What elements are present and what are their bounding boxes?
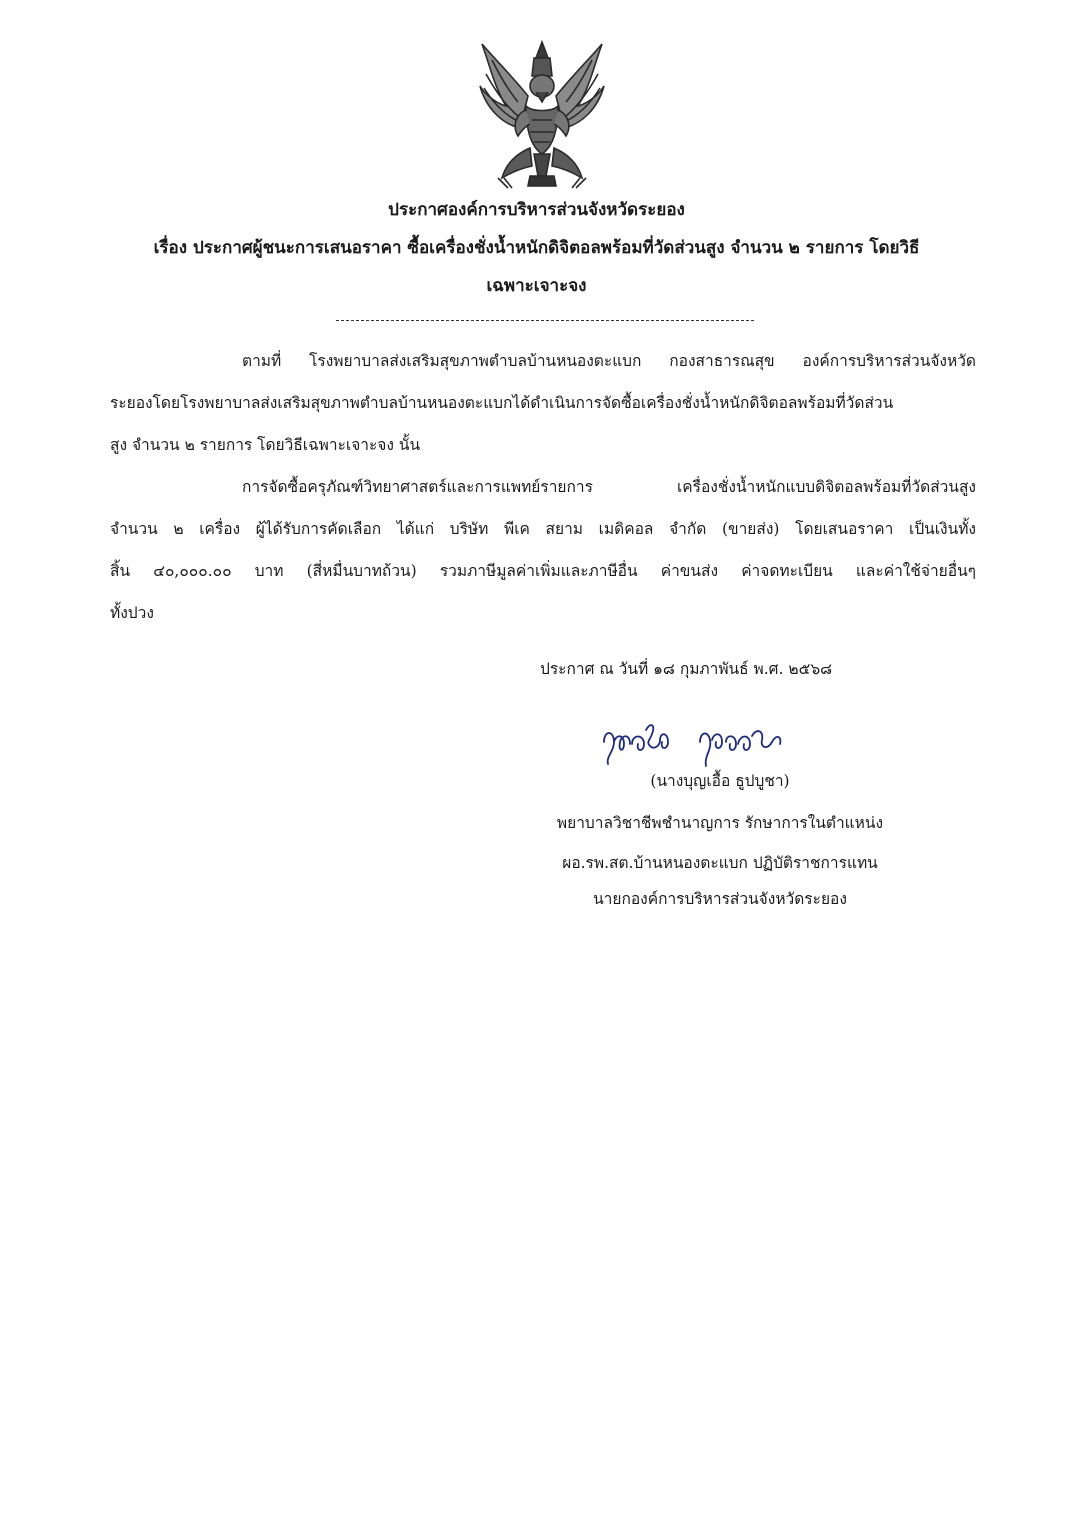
announcement-agency-title: ประกาศองค์การบริหารส่วนจังหวัดระยอง: [388, 200, 685, 220]
paragraph-2-line-4: ทั้งปวง: [110, 604, 154, 622]
garuda-emblem-icon: [472, 36, 612, 194]
header-divider: [336, 320, 754, 321]
paragraph-1-line-1: ตามที่ โรงพยาบาลส่งเสริมสุขภาพตำบลบ้านหนองตะแบก กองสาธารณสุข องค์การบริหารส่วนจังหวัด: [242, 352, 976, 370]
handwritten-signature: [596, 712, 820, 770]
paragraph-1-line-3: สูง จำนวน ๒ รายการ โดยวิธีเฉพาะเจาะจง นั้น: [110, 436, 421, 454]
signer-name: (นางบุญเอื้อ ธูปบูชา): [650, 772, 790, 790]
paragraph-2-line-1: การจัดซื้อครุภัณฑ์วิทยาศาสตร์และการแพทย์รายการ เครื่องชั่งน้ำหนักแบบดิจิตอลพร้อมที่วัดส่วนสูง: [242, 478, 976, 496]
paragraph-2-line-3: สิ้น ๔๐,๐๐๐.๐๐ บาท (สี่หมื่นบาทถ้วน) รวมภาษีมูลค่าเพิ่มและภาษีอื่น ค่าขนส่ง ค่าจดทะเบียน และค่าใช้จ่ายอื่นๆ: [110, 562, 976, 580]
paragraph-2: [110, 466, 976, 634]
signer-position-line3: นายกองค์การบริหารส่วนจังหวัดระยอง: [593, 890, 847, 908]
paragraph-1: [110, 340, 976, 466]
announcement-subject-line1: เรื่อง ประกาศผู้ชนะการเสนอราคา ซื้อเครื่องชั่งน้ำหนักดิจิตอลพร้อมที่วัดส่วนสูง จำนวน ๒ รายการ โดยวิธี: [153, 238, 920, 258]
paragraph-1-line-2: ระยองโดยโรงพยาบาลส่งเสริมสุขภาพตำบลบ้านหนองตะแบกได้ดำเนินการจัดซื้อเครื่องชั่งน้ำหนักดิจิตอลพร้อมที่วัดส่วน: [110, 394, 894, 412]
announcement-subject-line2: เฉพาะเจาะจง: [486, 276, 587, 296]
paragraph-2-line-2: จำนวน ๒ เครื่อง ผู้ได้รับการคัดเลือก ได้แก่ บริษัท พีเค สยาม เมดิคอล จำกัด (ขายส่ง) โดยเสนอราคา เป็นเงินทั้ง: [110, 520, 976, 538]
announcement-date: ประกาศ ณ วันที่ ๑๘ กุมภาพันธ์ พ.ศ. ๒๕๖๘: [540, 660, 833, 678]
signer-position-line2: ผอ.รพ.สต.บ้านหนองตะแบก ปฏิบัติราชการแทน: [562, 854, 878, 872]
signer-position-line1: พยาบาลวิชาชีพชำนาญการ รักษาการในตำแหน่ง: [556, 814, 884, 832]
